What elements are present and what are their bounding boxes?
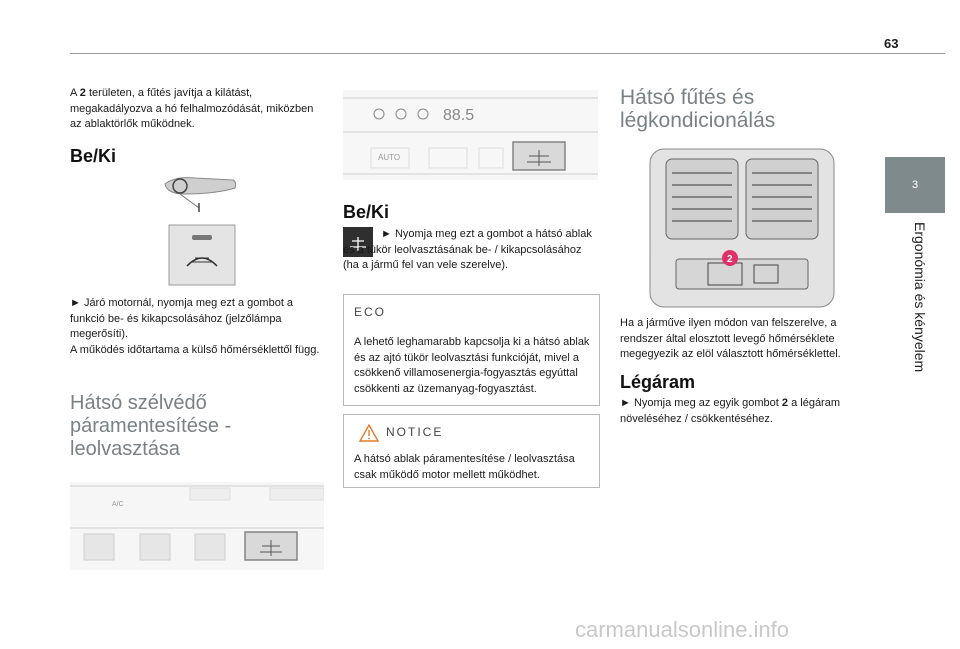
rear-defrost-button-illustration <box>168 224 236 286</box>
eco-box <box>343 294 600 406</box>
panel-temp: 88.5 <box>443 107 475 124</box>
footer-watermark[interactable]: carmanualsonline.info <box>575 617 790 642</box>
right-body-2 <box>620 396 870 427</box>
callout-2: 2 <box>727 254 733 265</box>
chapter-title: Ergonómia és kényelem <box>912 222 928 373</box>
right-body <box>620 316 870 363</box>
right-paragraph-1: Ha a járműve ilyen módon van felszerelve, a rendszer által elosztott levegő hőmérséklete megegyezik az elöl választott hőmérséklettel. <box>620 317 841 360</box>
panel-auto-label: AUTO <box>378 153 401 162</box>
left-paragraph-2: A működés időtartama a külső hőmérséklettől függ. <box>70 343 320 356</box>
warning-icon <box>358 423 380 443</box>
page-number: 63 <box>884 36 899 51</box>
header-rule <box>70 53 945 54</box>
panel-ac-label: A/C <box>112 501 124 508</box>
middle-paragraph-1: ► Nyomja meg ezt a gombot a hátsó ablak és a tükör leolvasztásának be- / kikapcsolásához (ha a jármű fel van vele szerelve). <box>343 228 592 271</box>
section-title-rear-windscreen: Hátsó szélvédő páramentesítése - leolvasztása <box>70 392 232 460</box>
intro-paragraph: A 2 területen, a fűtés javítja a kilátást, megakadályozva a hó felhalmozódását, miközben az ablaktörlők működnek. <box>70 87 314 130</box>
left-paragraph-1: ► Járó motornál, nyomja meg ezt a gombot a funkció be- és kikapcsolásához (jelzőlámpa megerősíti). <box>70 297 294 340</box>
section-title-rear-heating: Hátsó fűtés és légkondicionálás <box>620 86 776 132</box>
heading-be-ki-middle: Be/Ki <box>343 202 390 222</box>
notice-box <box>343 414 600 488</box>
heading-legaram: Légáram <box>620 372 696 392</box>
eco-heading: ECO <box>354 305 387 319</box>
middle-control-panel-illustration <box>343 90 598 180</box>
rear-vent-illustration <box>648 147 836 309</box>
notice-heading: NOTICE <box>386 425 444 439</box>
middle-body <box>343 227 598 274</box>
mirror-illustration <box>155 168 240 216</box>
heading-be-ki-left: Be/Ki <box>70 146 117 166</box>
right-paragraph-2: ► Nyomja meg az egyik gombot 2 a légáram növeléséhez / csökkentéséhez. <box>620 397 841 425</box>
left-body <box>70 296 320 358</box>
notice-text: A hátsó ablak páramentesítése / leolvasztása csak működő motor mellett működhet. <box>354 453 575 481</box>
eco-text: A lehető leghamarabb kapcsolja ki a hátsó ablak és az ajtó tükör leolvasztási funkcióját, mivel a csökkenő villamosenergia-fogyasztás egyúttal csökkenti az üzemanyag-fogyasztást. <box>354 336 590 395</box>
left-control-panel-illustration <box>70 482 324 570</box>
chapter-tab[interactable]: 3 <box>885 157 945 213</box>
left-column <box>70 86 320 133</box>
